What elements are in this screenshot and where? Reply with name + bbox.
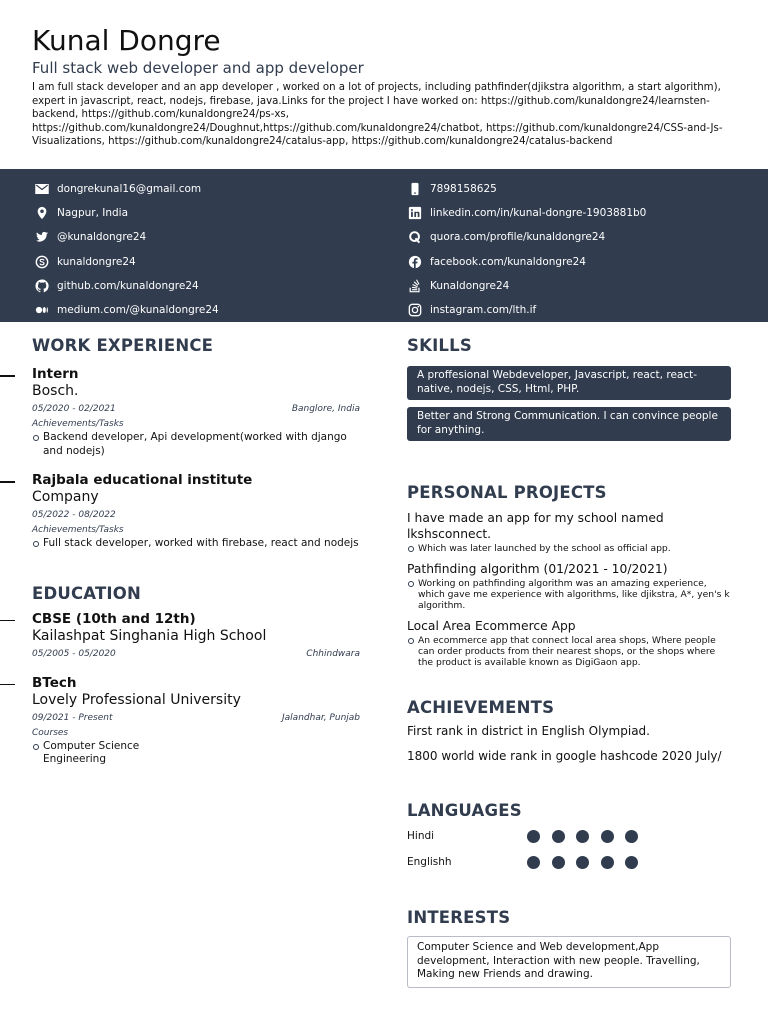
courses-list xyxy=(32,740,172,767)
project-desc-list xyxy=(407,578,731,611)
work-entry xyxy=(32,472,360,551)
contact-facebook-text: facebook.com/kunaldongre24 xyxy=(430,255,586,268)
phone-icon xyxy=(407,182,422,197)
education-location: Jalandhar, Punjab xyxy=(282,712,360,723)
education-entry xyxy=(32,611,360,661)
contact-skype[interactable] xyxy=(34,250,219,274)
interests-title: INTERESTS xyxy=(407,908,511,927)
entry-marker xyxy=(0,620,15,622)
resume-header xyxy=(32,24,742,149)
contact-github[interactable] xyxy=(34,274,219,298)
interests-box: Computer Science and Web development,App development, Interaction with new people. Travelling, Making new Friends and drawing. xyxy=(407,936,731,988)
contact-linkedin-text: linkedin.com/in/kunal-dongre-1903881b0 xyxy=(430,207,647,220)
courses-label: Courses xyxy=(32,727,69,738)
email-icon xyxy=(34,182,49,197)
level-dot xyxy=(625,856,638,869)
contact-linkedin[interactable] xyxy=(407,201,646,225)
entry-marker xyxy=(0,684,15,686)
right-column xyxy=(407,336,731,988)
education-school: Lovely Professional University xyxy=(32,691,241,708)
achievement-item: 1800 world wide rank in google hashcode 2020 July/ xyxy=(407,749,722,763)
candidate-title: Full stack web developer and app developer xyxy=(32,59,364,77)
education-degree: BTech xyxy=(32,674,77,691)
skill-chip: A proffesional Webdeveloper, Javascript, react, react-native, nodejs, CSS, Html, PHP. xyxy=(407,366,731,400)
personal-projects-title: PERSONAL PROJECTS xyxy=(407,483,607,502)
job-meta xyxy=(32,509,360,522)
skill-chip: Better and Strong Communication. I can convince people for anything. xyxy=(407,407,731,441)
list-item: Working on pathfinding algorithm was an amazing experience, which gave me experience with algorithms, like djikstra, A*, yen's k algorithm. xyxy=(407,578,731,611)
contact-column-left xyxy=(34,177,219,322)
contact-facebook[interactable] xyxy=(407,250,646,274)
contact-email-text: dongrekunal16@gmail.com xyxy=(57,183,202,196)
job-location: Banglore, India xyxy=(291,404,360,414)
quora-icon xyxy=(407,230,422,245)
level-dot xyxy=(552,830,565,843)
level-dot xyxy=(601,856,614,869)
entry-marker xyxy=(0,375,15,377)
level-dot xyxy=(527,856,540,869)
education-degree: CBSE (10th and 12th) xyxy=(32,610,196,627)
languages-title: LANGUAGES xyxy=(407,801,522,820)
language-row xyxy=(407,849,731,875)
language-name: Hindi xyxy=(407,830,435,842)
contact-instagram-text: instagram.com/lth.if xyxy=(430,304,537,317)
tasks-list xyxy=(32,537,360,551)
contact-quora-text: quora.com/profile/kunaldongre24 xyxy=(430,231,606,244)
list-item: An ecommerce app that connect local area shops, Where people can order products from their nearest shops, or the shops where the product is available known as DigiGaon app. xyxy=(407,635,731,668)
skills-title: SKILLS xyxy=(407,336,472,355)
languages-list xyxy=(407,823,731,875)
language-row xyxy=(407,823,731,849)
education-meta xyxy=(32,712,360,725)
tasks-list xyxy=(32,431,360,458)
job-role: Rajbala educational institute xyxy=(32,472,253,488)
list-item: Which was later launched by the school as official app. xyxy=(407,543,731,554)
list-item: Full stack developer, worked with firebase, react and nodejs xyxy=(32,537,360,551)
language-name: Englishh xyxy=(407,856,452,868)
job-dates: 05/2020 - 02/2021 xyxy=(32,404,116,414)
left-column xyxy=(32,336,360,767)
level-dot xyxy=(601,830,614,843)
project-item xyxy=(407,510,731,554)
contact-twitter[interactable] xyxy=(34,225,219,249)
summary-text: I am full stack developer and an app developer , worked on a lot of projects, including pathfinder(djikstra algorithm, a start algorithm), expert in javascript, react, nodejs, firebase, java.Links for the project I have worked on: https://github.com/kunaldongre24/learnsten-backend, https://github.com/kunaldongre24/ps-xs, https://github.com/kunaldongre24/Doughnut,https://github.com/kunaldongre24/chatbot, https://github.com/kunaldongre24/CSS-and-Js-Visualizations, https://github.com/kunaldongre24/catalus-app, https://github.com/kunaldongre24/catalus-backend xyxy=(32,82,723,147)
stackoverflow-icon xyxy=(407,278,422,293)
project-desc-list xyxy=(407,635,731,668)
job-role: Intern xyxy=(32,366,79,382)
education-school: Kailashpat Singhania High School xyxy=(32,627,267,644)
level-dot xyxy=(552,856,565,869)
education-meta xyxy=(32,648,360,661)
education-dates: 09/2021 - Present xyxy=(32,712,113,723)
achievements-title: ACHIEVEMENTS xyxy=(407,698,555,717)
education-title: EDUCATION xyxy=(32,583,141,603)
contact-location-text: Nagpur, India xyxy=(57,207,129,220)
job-company: Company xyxy=(32,489,99,505)
job-dates: 05/2022 - 08/2022 xyxy=(32,510,116,520)
contact-quora[interactable] xyxy=(407,225,646,249)
contact-medium[interactable] xyxy=(34,298,219,322)
medium-icon xyxy=(34,303,49,318)
level-dot xyxy=(625,830,638,843)
entry-marker xyxy=(0,481,15,483)
project-title: I have made an app for my school named lkshsconnect. xyxy=(407,511,664,541)
contact-medium-text: medium.com/@kunaldongre24 xyxy=(57,304,219,317)
job-meta xyxy=(32,403,360,416)
contact-phone-text: 7898158625 xyxy=(430,183,497,196)
tasks-label: Achievements/Tasks xyxy=(32,525,124,535)
location-pin-icon xyxy=(34,206,49,221)
level-dot xyxy=(576,830,589,843)
candidate-name: Kunal Dongre xyxy=(32,24,221,57)
contact-stackoverflow[interactable] xyxy=(407,274,646,298)
project-title: Pathfinding algorithm (01/2021 - 10/2021) xyxy=(407,562,668,576)
level-dot xyxy=(527,830,540,843)
contact-twitter-text: @kunaldongre24 xyxy=(57,231,147,244)
list-item: Backend developer, Api development(worked with django and nodejs) xyxy=(32,431,360,458)
contact-instagram[interactable] xyxy=(407,298,646,322)
job-company: Bosch. xyxy=(32,383,79,399)
tasks-label: Achievements/Tasks xyxy=(32,419,124,429)
contact-stackoverflow-text: Kunaldongre24 xyxy=(430,279,510,292)
list-item: Computer Science Engineering xyxy=(32,740,172,767)
instagram-icon xyxy=(407,303,422,318)
work-entry xyxy=(32,366,360,458)
project-item xyxy=(407,561,731,611)
contact-email[interactable] xyxy=(34,177,219,201)
contact-band xyxy=(0,169,768,322)
work-experience-title: WORK EXPERIENCE xyxy=(32,336,214,355)
education-location: Chhindwara xyxy=(306,648,360,659)
contact-phone[interactable] xyxy=(407,177,646,201)
level-dot xyxy=(576,856,589,869)
github-icon xyxy=(34,278,49,293)
project-item xyxy=(407,618,731,668)
contact-column-right xyxy=(407,177,646,322)
twitter-icon xyxy=(34,230,49,245)
facebook-icon xyxy=(407,254,422,269)
language-level xyxy=(527,830,650,843)
project-title: Local Area Ecommerce App xyxy=(407,619,576,633)
contact-location xyxy=(34,201,219,225)
linkedin-icon xyxy=(407,206,422,221)
language-level xyxy=(527,856,650,869)
contact-skype-text: kunaldongre24 xyxy=(57,255,136,268)
achievement-item: First rank in district in English Olympiad. xyxy=(407,724,650,738)
contact-github-text: github.com/kunaldongre24 xyxy=(57,279,199,292)
education-entry xyxy=(32,675,360,767)
education-dates: 05/2005 - 05/2020 xyxy=(32,648,116,659)
project-desc-list xyxy=(407,543,731,554)
skype-icon xyxy=(34,254,49,269)
